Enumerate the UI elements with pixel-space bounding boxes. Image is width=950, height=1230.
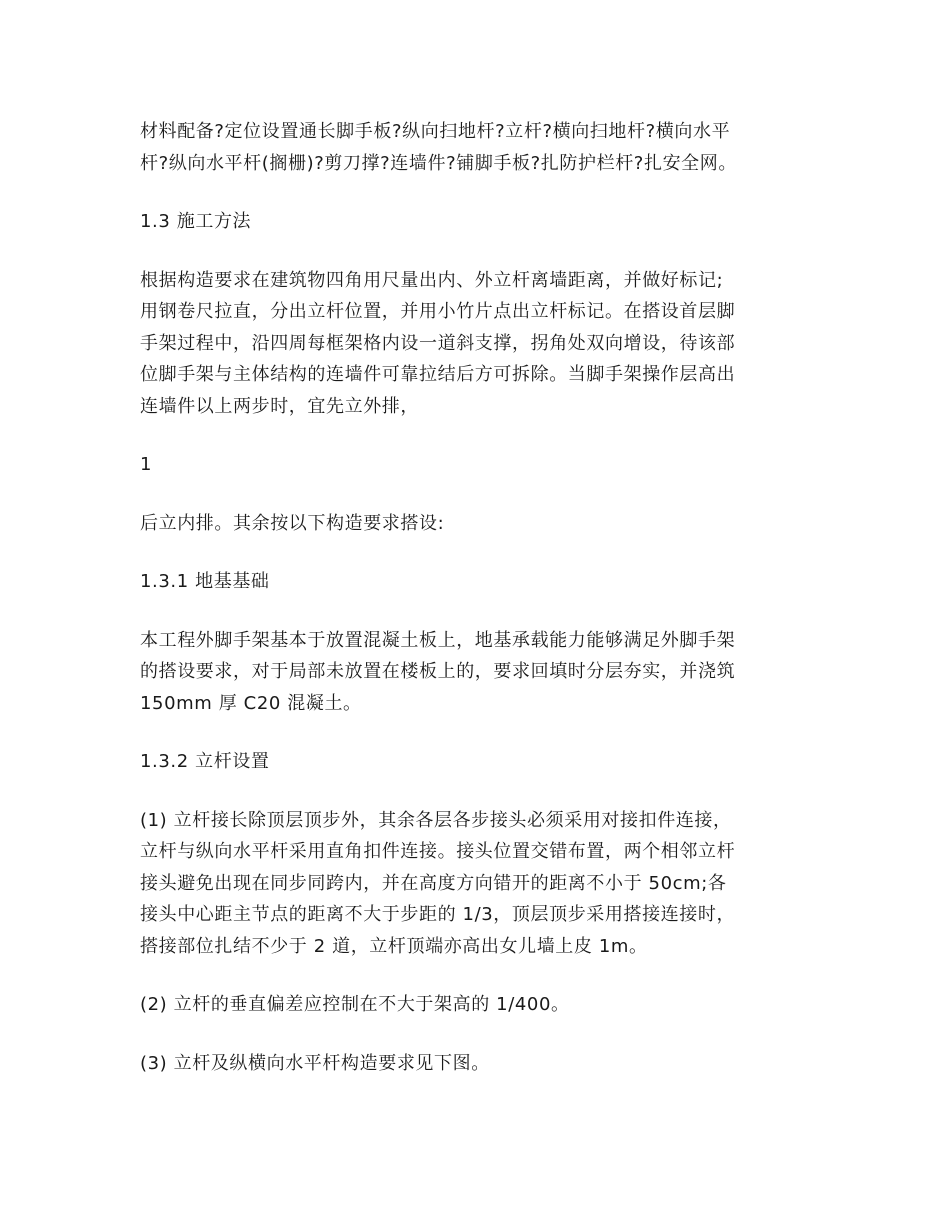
text-line: 立杆与纵向水平杆采用直角扣件连接。接头位置交错布置，两个相邻立杆: [140, 841, 736, 862]
document-body: [140, 116, 820, 1079]
paragraph-construction-sequence: [140, 116, 820, 179]
text-line: 根据构造要求在建筑物四角用尺量出内、外立杆离墙距离，并做好标记;: [140, 269, 724, 291]
text-line: 搭接部位扎结不少于 2 道，立杆顶端亦高出女儿墙上皮 1m。: [140, 935, 648, 957]
heading-pole-setup: 1.3.2 立杆设置: [140, 751, 270, 772]
text-line: 接头避免出现在同步同跨内，并在高度方向错开的距离不小于 50cm;各: [140, 872, 727, 894]
text-line: 杆?纵向水平杆(搁栅)?剪刀撑?连墙件?铺脚手板?扎防护栏杆?扎安全网。: [140, 152, 737, 174]
heading-foundation: 1.3.1 地基基础: [140, 571, 270, 592]
heading-construction-method: 1.3 施工方法: [140, 211, 252, 232]
paragraph-see-figure: (3) 立杆及纵横向水平杆构造要求见下图。: [140, 1052, 490, 1074]
paragraph-foundation: [140, 625, 820, 720]
text-line: 接头中心距主节点的距离不大于步距的 1/3，顶层顶步采用搭接连接时，: [140, 904, 736, 925]
text-line: 材料配备?定位设置通长脚手板?纵向扫地杆?立杆?横向扫地杆?横向水平: [140, 121, 731, 142]
paragraph-vertical-deviation: (2) 立杆的垂直偏差应控制在不大于架高的 1/400。: [140, 994, 570, 1015]
text-line: 用钢卷尺拉直，分出立杆位置，并用小竹片点出立杆标记。在搭设首层脚: [140, 301, 736, 322]
text-line: 本工程外脚手架基本于放置混凝土板上，地基承载能力能够满足外脚手架: [140, 629, 736, 651]
text-line: 手架过程中，沿四周每框架格内设一道斜支撑，拐角处双向增设，待该部: [140, 332, 736, 354]
text-line: (1) 立杆接长除顶层顶步外，其余各层各步接头必须采用对接扣件连接，: [140, 809, 732, 831]
text-line: 的搭设要求，对于局部未放置在楼板上的，要求回填时分层夯实，并浇筑: [140, 661, 736, 682]
text-line: 连墙件以上两步时，宜先立外排，: [140, 395, 419, 417]
paragraph-pole-joints: [140, 805, 820, 963]
text-line: 150mm 厚 C20 混凝土。: [140, 692, 362, 714]
page-number: 1: [140, 454, 153, 475]
paragraph-inner-row: 后立内排。其余按以下构造要求搭设:: [140, 512, 445, 534]
text-line: 位脚手架与主体结构的连墙件可靠拉结后方可拆除。当脚手架操作层高出: [140, 364, 736, 385]
paragraph-setup-procedure: [140, 265, 820, 423]
